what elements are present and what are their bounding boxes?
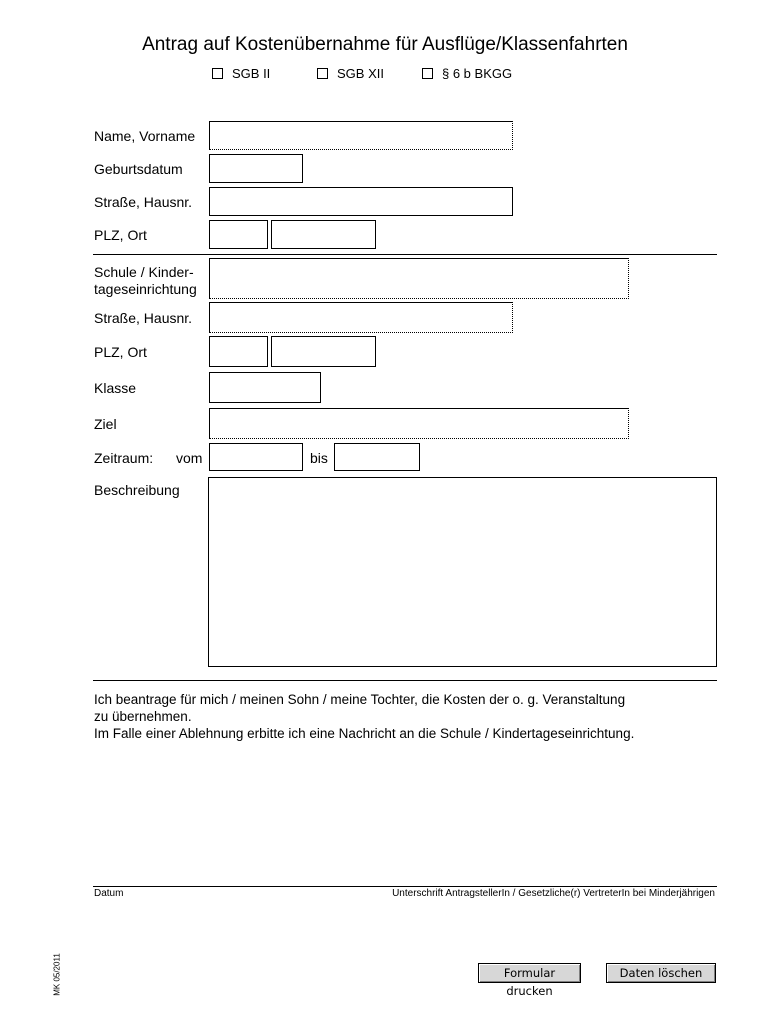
class-input[interactable] [209, 372, 321, 403]
applicant-street-label: Straße, Hausnr. [94, 194, 193, 210]
goal-input[interactable] [209, 408, 629, 439]
to-label: bis [310, 450, 328, 466]
to-date-input[interactable] [334, 443, 420, 471]
applicant-street-input[interactable] [209, 187, 513, 216]
checkbox-bkgg-group[interactable] [422, 66, 512, 81]
school-label-line2: tageseinrichtung [94, 281, 197, 297]
print-form-button[interactable]: Formular drucken [478, 963, 581, 983]
statement-divider [93, 680, 717, 681]
birthdate-input[interactable] [209, 154, 303, 183]
name-label: Name, Vorname [94, 128, 196, 144]
birthdate-label: Geburtsdatum [94, 161, 183, 177]
sgb-ii-checkbox[interactable] [212, 68, 223, 79]
statement-line1: Ich beantrage für mich / meinen Sohn / meine Tochter, die Kosten der o. g. Veranstaltung [94, 692, 626, 707]
checkbox-sgb-ii-group[interactable] [212, 66, 270, 81]
school-input[interactable] [209, 258, 629, 299]
from-label: vom [176, 450, 203, 466]
form-title: Antrag auf Kostenübernahme für Ausflüge/Klassenfahrten [142, 34, 628, 55]
school-plz-input[interactable] [209, 336, 268, 367]
goal-label: Ziel [94, 416, 117, 432]
applicant-plz-label: PLZ, Ort [94, 227, 147, 243]
section-divider [93, 254, 717, 255]
bkgg-checkbox[interactable] [422, 68, 433, 79]
school-plz-label: PLZ, Ort [94, 344, 147, 360]
school-city-input[interactable] [271, 336, 376, 367]
from-date-input[interactable] [209, 443, 303, 471]
signature-label: Unterschrift AntragstellerIn / Gesetzliche(r) VertreterIn bei Minderjährigen [392, 888, 715, 899]
form-code: MK 05/2011 [52, 953, 62, 996]
description-label: Beschreibung [94, 482, 180, 498]
description-input[interactable] [208, 477, 717, 667]
bkgg-label: § 6 b BKGG [442, 66, 513, 81]
class-label: Klasse [94, 380, 137, 396]
school-label-line1: Schule / Kinder- [94, 264, 194, 280]
sgb-ii-label: SGB II [232, 66, 271, 81]
period-label: Zeitraum: [94, 450, 154, 466]
school-street-input[interactable] [209, 302, 513, 333]
sgb-xii-label: SGB XII [337, 66, 384, 81]
statement-text [94, 691, 720, 742]
statement-line2: zu übernehmen. [94, 709, 192, 724]
name-input[interactable] [209, 121, 513, 150]
school-street-label: Straße, Hausnr. [94, 310, 193, 326]
sgb-xii-checkbox[interactable] [317, 68, 328, 79]
statement-line3: Im Falle einer Ablehnung erbitte ich eine Nachricht an die Schule / Kindertageseinrichtung. [94, 726, 635, 741]
signature-line [93, 886, 717, 887]
applicant-plz-input[interactable] [209, 220, 268, 249]
school-label [94, 264, 197, 298]
clear-data-button[interactable]: Daten löschen [606, 963, 716, 983]
date-label: Datum [94, 888, 124, 899]
checkbox-sgb-xii-group[interactable] [317, 66, 384, 81]
applicant-city-input[interactable] [271, 220, 376, 249]
